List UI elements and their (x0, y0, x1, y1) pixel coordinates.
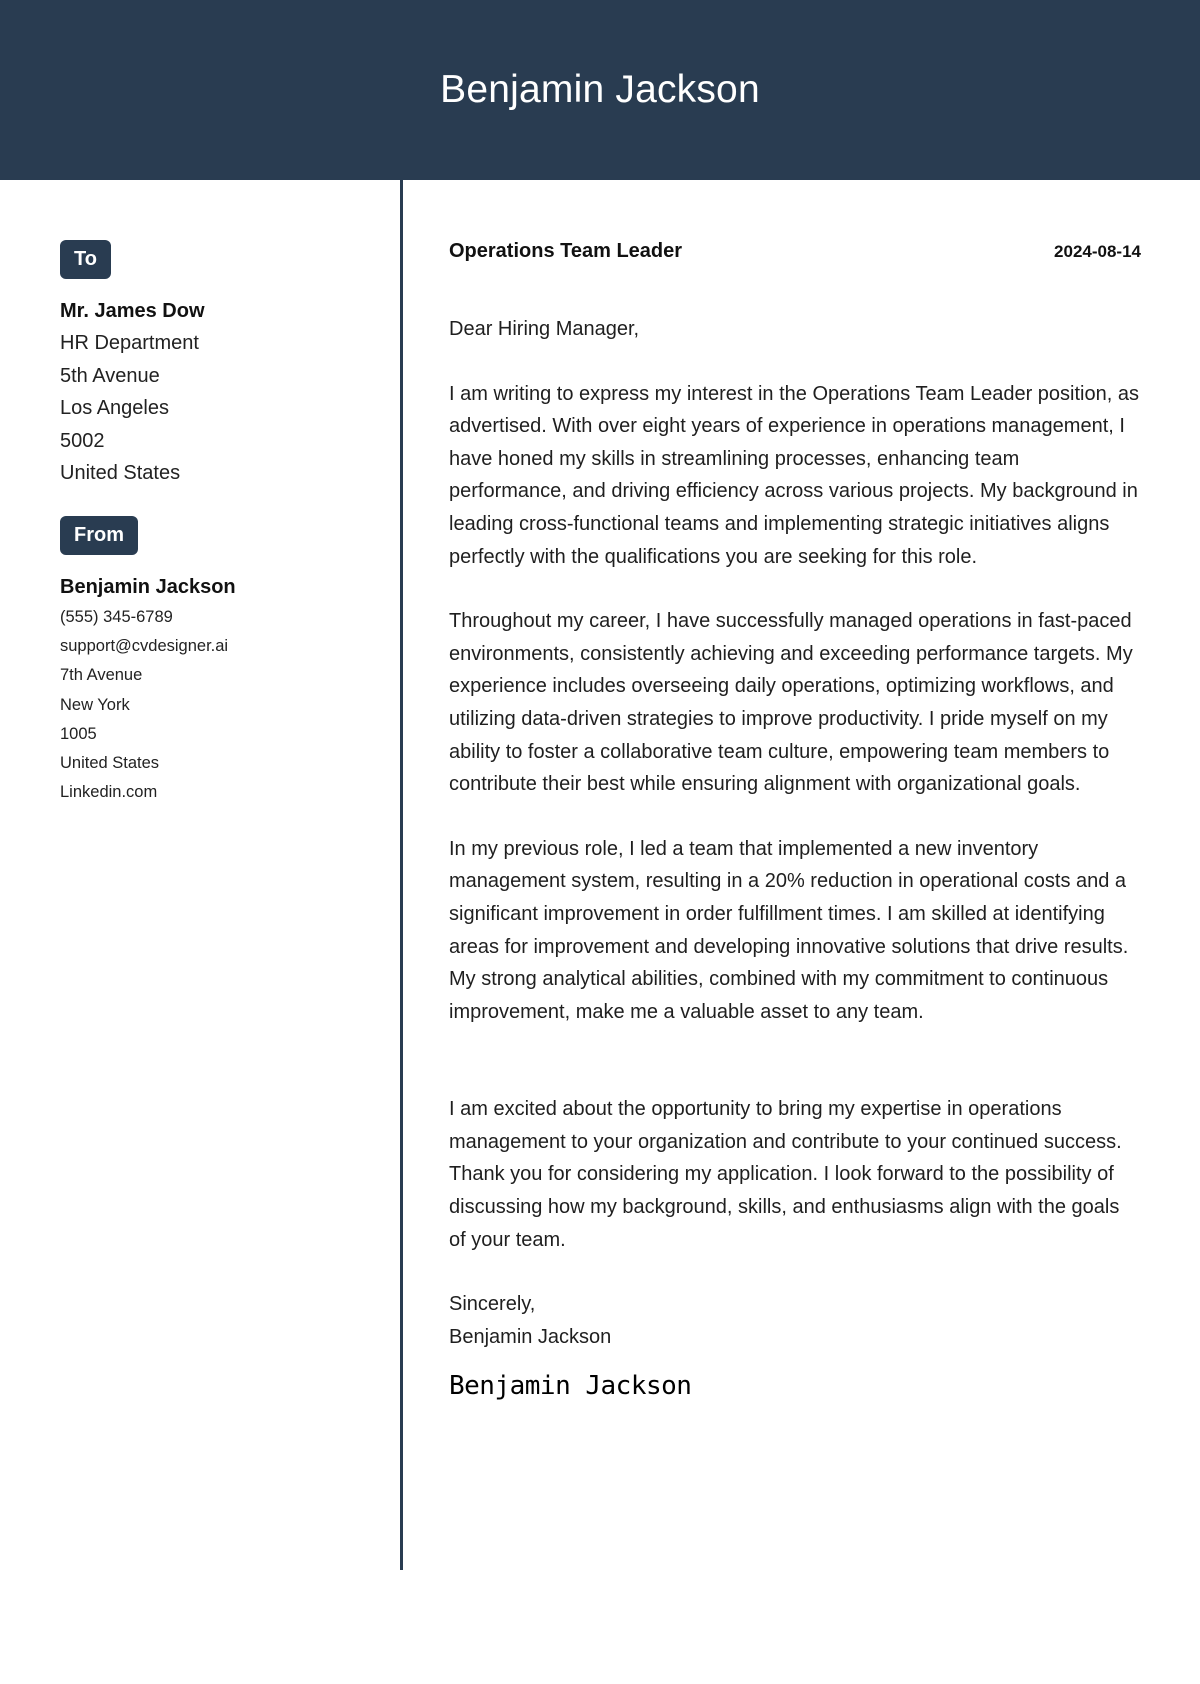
recipient-department: HR Department (60, 332, 199, 354)
recipient-street: 5th Avenue (60, 364, 160, 387)
sender-street: 7th Avenue (60, 666, 143, 685)
sender-name: Benjamin Jackson (60, 575, 236, 598)
sender-block (60, 571, 380, 807)
recipient-zip: 5002 (60, 429, 105, 452)
paragraph: I am excited about the opportunity to bring my expertise in operations management to your organization and contribute to your continued success. Thank you for considering my application. I look forward to the possibility of discussing how my background, skills, and enthusiasms align with the goals of your team. (449, 1098, 1122, 1251)
recipient-country: United States (60, 462, 181, 485)
closing-name: Benjamin Jackson (449, 1325, 612, 1348)
sidebar (60, 240, 380, 807)
recipient-city: Los Angeles (60, 397, 169, 420)
salutation: Dear Hiring Manager, (449, 318, 640, 340)
sender-phone: (555) 345-6789 (60, 607, 173, 626)
column-divider (400, 180, 403, 1570)
letter-heading (449, 240, 1141, 263)
letter-date: 2024-08-14 (1054, 242, 1141, 261)
paragraph: I am writing to express my interest in the Operations Team Leader position, as advertised. With over eight years of experience in operations management, I have honed my skills in streamlining processes, enhancing team performance, and driving efficiency across various projects. My background in leading cross-functional teams and implementing strategic initiatives aligns perfectly with the qualifications you are seeking for this role. (449, 382, 1139, 568)
letter-body (449, 240, 1141, 1401)
sender-country: United States (60, 753, 160, 772)
job-title: Operations Team Leader (449, 240, 683, 262)
from-badge: From (60, 516, 138, 555)
sender-zip: 1005 (60, 724, 97, 743)
signature: Benjamin Jackson (449, 1371, 692, 1402)
closing-block (449, 1288, 1141, 1353)
to-badge: To (60, 240, 111, 279)
page-header (0, 0, 1200, 180)
paragraph: In my previous role, I led a team that implemented a new inventory management system, resulting in a 20% reduction in operational costs and a significant improvement in order fulfillment times. I am skilled at identifying areas for improvement and developing innovative solutions that drive results. My strong analytical abilities, combined with my commitment to continuous improvement, make me a valuable asset to any team. (449, 837, 1129, 1023)
closing-phrase: Sincerely, (449, 1293, 536, 1316)
sender-email: support@cvdesigner.ai (60, 637, 229, 656)
paragraph: Throughout my career, I have successfully managed operations in fast-paced environments, consistently achieving and exceeding performance targets. My experience includes overseeing daily operations, optimizing workflows, and utilizing data-driven strategies to improve productivity. I pride myself on my ability to foster a collaborative team culture, empowering team members to contribute their best while ensuring alignment with organizational goals. (449, 610, 1133, 796)
recipient-block (60, 295, 380, 490)
header-name: Benjamin Jackson (440, 68, 760, 111)
sender-city: New York (60, 695, 130, 714)
recipient-name: Mr. James Dow (60, 300, 205, 322)
sender-website: Linkedin.com (60, 783, 158, 802)
